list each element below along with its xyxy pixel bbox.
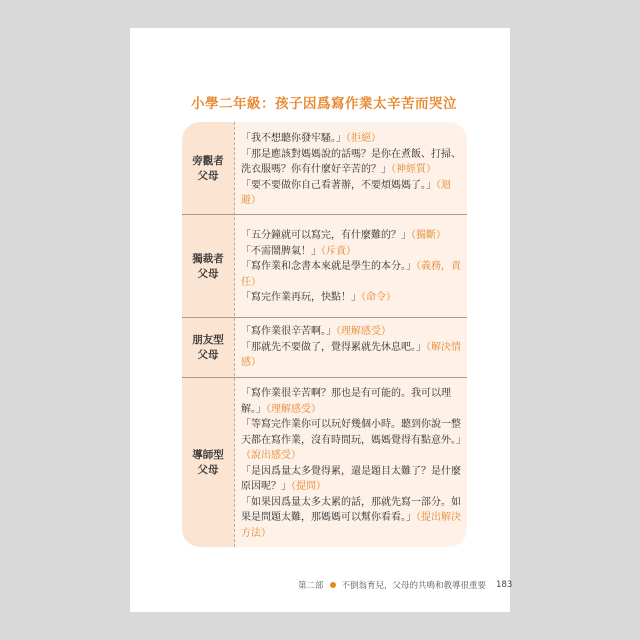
quote-tag: （解決情感） — [241, 341, 461, 368]
row-content — [241, 386, 466, 541]
quote-tag: （獨斷） — [411, 230, 446, 241]
table-row — [182, 122, 467, 215]
table-row — [182, 378, 467, 547]
row-label: 導師型 父母 — [192, 448, 224, 476]
quote-line: 「寫作業和念書本來就是學生的本分。」（義務，責任） — [241, 261, 461, 288]
page-number: 183 — [496, 580, 513, 590]
bullet-dot-icon — [330, 582, 336, 588]
quote-line: 「寫作業很辛苦啊。」（理解感受） — [241, 326, 391, 337]
row-content — [241, 228, 461, 306]
section-title: 小學二年級：孩子因爲寫作業太辛苦而哭泣 — [191, 96, 457, 112]
quote-tag: （說出感受） — [241, 450, 301, 461]
quote-line: 「那是應該對媽媽說的話嗎？是你在煮飯、打掃、洗衣服嗎？你有什麼好辛苦的？」（神經質） — [241, 148, 461, 175]
page-footer — [298, 579, 512, 591]
row-content — [241, 131, 461, 209]
parenting-styles-table — [182, 122, 467, 547]
footer-subtitle: 不倒翁育兒，父母的共鳴和教導很重要 — [341, 581, 487, 591]
quote-line: 「要不要做你自己看著辦，不要煩媽媽了。」（迴避） — [241, 179, 451, 206]
row-label: 獨裁者 父母 — [192, 252, 224, 280]
quote-tag: （提問） — [291, 481, 326, 492]
quote-line: 「是因爲量太多覺得累，還是題目太難了？是什麼原因呢？」（提問） — [241, 465, 461, 492]
quote-line: 「那就先不要做了，覺得累就先休息吧。」（解決情感） — [241, 341, 461, 368]
quote-tag: （拒絕） — [346, 133, 381, 144]
row-label: 旁觀者 父母 — [192, 154, 224, 182]
row-label: 朋友型 父母 — [192, 334, 224, 361]
quote-tag: （神經質） — [391, 164, 436, 175]
quote-line: 「寫作業很辛苦啊？那也是有可能的。我可以理解。」（理解感受） — [241, 388, 451, 415]
quote-line: 「不需鬧脾氣！」（斥責） — [241, 245, 356, 257]
quote-line: 「等寫完作業你可以玩好幾個小時。聽到你說一整天都在寫作業，沒有時間玩，媽媽覺得有點意外。」（說出感受） — [241, 419, 466, 461]
quote-tag: （義務，責任） — [241, 261, 461, 288]
quote-line: 「如果因爲量太多太累的話，那就先寫一部分。如果是問題太難，那媽媽可以幫你看看。」（提出解決方法） — [241, 496, 461, 539]
quote-tag: （斥責） — [321, 245, 356, 257]
quote-line: 「寫完作業再玩，快點！」（命令） — [241, 292, 396, 303]
table-row — [182, 215, 467, 318]
quote-tag: （提出解決方法） — [241, 512, 461, 539]
quote-tag: （理解感受） — [266, 403, 321, 415]
row-content — [241, 324, 461, 371]
quote-line: 「我不想聽你發牢騷。」（拒絕） — [241, 133, 381, 144]
quote-tag: （理解感受） — [336, 326, 391, 337]
footer-part: 第二部 — [298, 581, 324, 591]
table-row — [182, 318, 467, 378]
quote-tag: （迴避） — [241, 179, 451, 206]
quote-line: 「五分鐘就可以寫完，有什麼難的？」（獨斷） — [241, 230, 446, 241]
quote-tag: （命令） — [361, 292, 396, 303]
